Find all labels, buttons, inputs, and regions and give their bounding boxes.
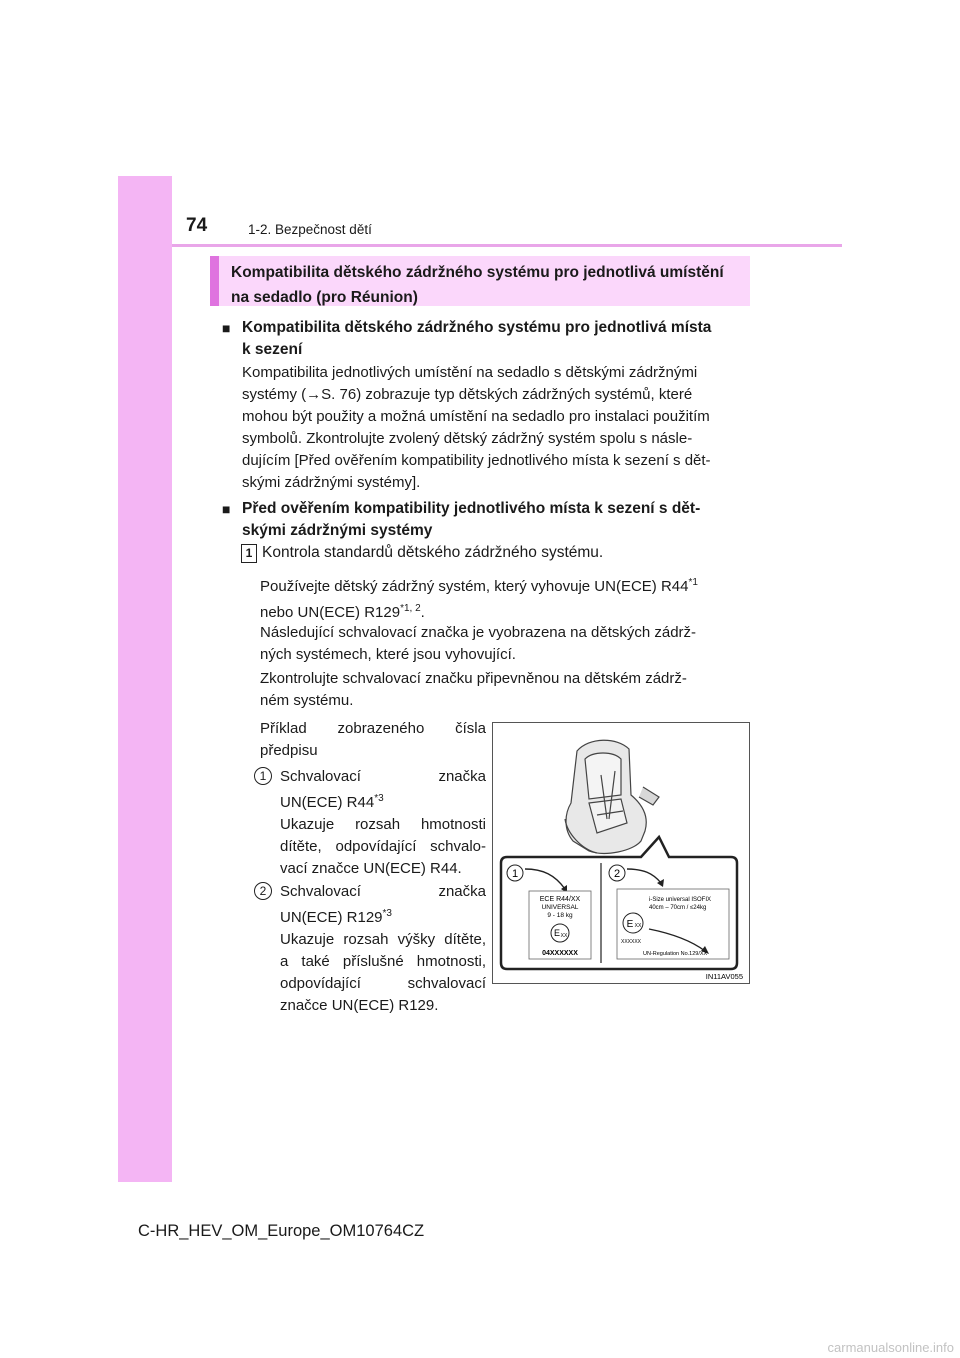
footnote-ref: *3 [374,793,384,804]
paragraph-approval-mark [260,622,750,666]
label-2-code: XXXXXX [621,939,642,945]
paragraph-line: dujícím [Před ověřením kompatibility jednotlivého místa k sezení s dět- [242,452,711,469]
footnote-ref: *1, 2 [400,603,421,614]
paragraph-line: mohou být použity a možná umístění na sedadlo pro instalaci použitím [242,408,710,425]
item-2-text [280,881,486,1017]
paragraph-line: Používejte dětský zádržný systém, který vyhovuje UN(ECE) R44 [260,578,689,595]
approval-mark-figure [492,722,750,984]
item-1-line-1: Schvalovací značka [280,768,486,785]
chapter-sidebar-tab [118,176,172,1182]
subsection-2-title-line-2: skými zádržnými systémy [242,522,433,539]
item-2-desc: a také příslušné hmotnosti, [280,953,486,970]
label-2-regulation: UN-Regulation No.129/XX [643,951,708,957]
paragraph-standards [260,572,750,624]
section-title: 1-2. Bezpečnost dětí [248,222,372,237]
document-code: C-HR_HEV_OM_Europe_OM10764CZ [138,1222,425,1240]
label-1-line-1: ECE R44/XX [539,896,581,903]
item-1-number: 1 [254,767,272,785]
header-divider [172,244,842,247]
example-caption [260,718,486,762]
item-1-desc: dítěte, odpovídající schvalo- [280,838,486,855]
label-2-mark: E [626,919,634,930]
child-seat-icon [565,740,659,853]
item-2-desc: Ukazuje rozsah výšky dítěte, [280,931,486,948]
period: . [420,604,425,621]
paragraph-line: Následující schvalovací značka je vyobrazena na dětských zádrž- [260,624,697,641]
section-1-paragraph [242,362,750,494]
item-1-line-2: UN(ECE) R44 [280,794,375,811]
subsection-1-title [222,317,750,361]
item-2-desc: značce UN(ECE) R129. [280,997,439,1014]
square-bullet-icon: ■ [222,320,231,336]
label-2-line-1: i-Size universal ISOFIX [649,897,712,903]
paragraph-line: ném systému. [260,692,354,709]
item-2-number: 2 [254,882,272,900]
heading-box [210,256,750,306]
label-2-line-2: 40cm – 70cm / ≤24kg [649,905,707,911]
square-bullet-icon: ■ [222,501,231,517]
label-1-code: 04XXXXXX [542,950,578,957]
paragraph-line: symbolů. Zkontrolujte zvolený dětský zádržný systém spolu s násle- [242,430,693,447]
step-text: Kontrola standardů dětského zádržného systému. [262,544,604,561]
item-1-desc: vací značce UN(ECE) R44. [280,860,462,877]
item-2-line-1: Schvalovací značka [280,883,486,900]
item-1-text [280,766,486,880]
label-1-mark: E [553,928,561,938]
subsection-2-title [222,498,750,542]
label-1-mark-sub: XX [560,933,568,939]
subsection-1-title-line-1: Kompatibilita dětského zádržného systému pro jednotlivá místa [242,319,712,336]
paragraph-check-mark [260,668,750,712]
footnote-ref: *1 [688,577,698,588]
label-2-mark-sub: XX [634,923,642,929]
heading-line-2: na sedadlo (pro Réunion) [231,289,418,306]
example-line-2: předpisu [260,742,318,759]
callout-2: 2 [613,868,621,880]
child-seat-illustration [493,723,749,983]
figure-id: IN11AV055 [705,972,743,981]
subsection-2-title-line-1: Před ověřením kompatibility jednotlivého místa k sezení s dět- [242,500,701,517]
paragraph-line: systémy (→S. 76) zobrazuje typ dětských zádržných systémů, které [242,386,693,403]
paragraph-line: ných systémech, které jsou vyhovující. [260,646,516,663]
watermark: carmanualsonline.info [827,1340,954,1355]
label-1-line-2: UNIVERSAL [541,904,579,911]
paragraph-line: nebo UN(ECE) R129 [260,604,401,621]
item-1-desc: Ukazuje rozsah hmotnosti [280,816,486,833]
label-1-line-3: 9 - 18 kg [547,912,573,919]
subsection-1-title-line-2: k sezení [242,341,303,358]
step-number-badge: 1 [241,544,257,563]
footnote-ref: *3 [382,908,392,919]
heading-line-1: Kompatibilita dětského zádržného systému pro jednotlivá umístění [231,264,724,281]
paragraph-line: skými zádržnými systémy]. [242,474,421,491]
item-2-desc: odpovídající schvalovací [280,975,486,992]
page-number: 74 [186,215,208,236]
paragraph-line: Zkontrolujte schvalovací značku připevněnou na dětském zádrž- [260,670,687,687]
item-2-line-2: UN(ECE) R129 [280,909,383,926]
callout-1: 1 [511,868,519,880]
example-line-1: Příklad zobrazeného čísla [260,720,486,737]
paragraph-line: Kompatibilita jednotlivých umístění na sedadlo s dětskými zádržnými [242,364,698,381]
